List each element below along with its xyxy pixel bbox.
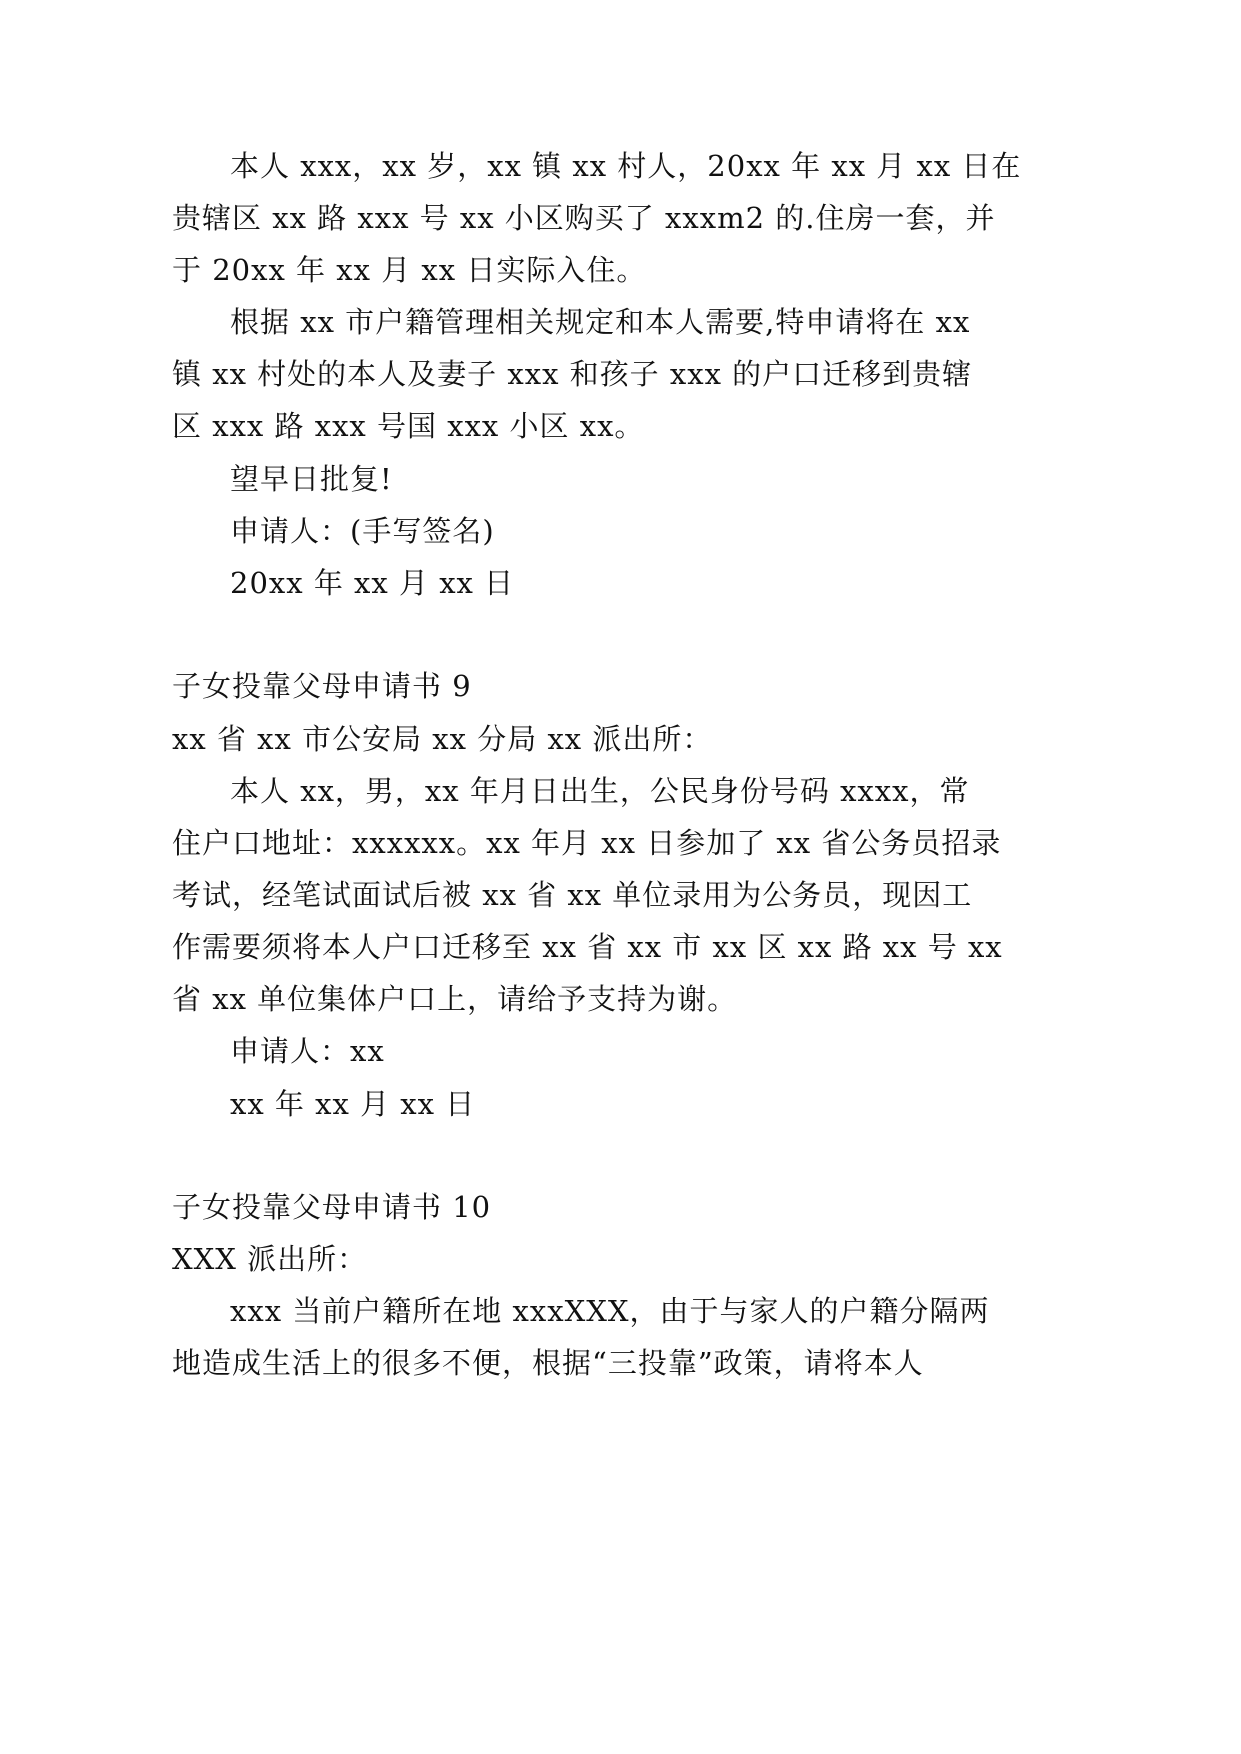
section-title: 子女投靠父母申请书 9 bbox=[172, 669, 472, 703]
applicant-line: 申请人：(手写签名) bbox=[230, 514, 495, 548]
paragraph-line: 镇 xx 村处的本人及妻子 xxx 和孩子 xxx 的户口迁移到贵辖 bbox=[172, 357, 973, 391]
paragraph-line: 区 xxx 路 xxx 号国 xxx 小区 xx。 bbox=[172, 409, 645, 443]
paragraph-line: 地造成生活上的很多不便，根据“三投靠”政策，请将本人 bbox=[172, 1346, 924, 1380]
addressee-line: XXX 派出所： bbox=[172, 1242, 368, 1276]
applicant-line: 申请人：xx bbox=[230, 1034, 385, 1068]
paragraph-line: 考试，经笔试面试后被 xx 省 xx 单位录用为公务员，现因工 bbox=[172, 878, 973, 912]
date-line: 20xx 年 xx 月 xx 日 bbox=[230, 566, 515, 600]
paragraph-line: 根据 xx 市户籍管理相关规定和本人需要,特申请将在 xx bbox=[230, 305, 971, 339]
paragraph-line: 省 xx 单位集体户口上，请给予支持为谢。 bbox=[172, 982, 738, 1016]
paragraph-line: 本人 xx，男，xx 年月日出生，公民身份号码 xxxx，常 bbox=[230, 774, 970, 808]
paragraph-line: 于 20xx 年 xx 月 xx 日实际入住。 bbox=[172, 253, 647, 287]
paragraph-line: 本人 xxx，xx 岁，xx 镇 xx 村人，20xx 年 xx 月 xx 日在 bbox=[230, 149, 1022, 183]
paragraph-line: 作需要须将本人户口迁移至 xx 省 xx 市 xx 区 xx 路 xx 号 xx bbox=[172, 930, 1003, 964]
closing-line: 望早日批复! bbox=[230, 462, 393, 496]
date-line: xx 年 xx 月 xx 日 bbox=[230, 1087, 476, 1121]
paragraph-line: xxx 当前户籍所在地 xxxXXX，由于与家人的户籍分隔两 bbox=[230, 1294, 990, 1328]
paragraph-line: 住户口地址：xxxxxx。xx 年月 xx 日参加了 xx 省公务员招录 bbox=[172, 826, 1002, 860]
addressee-line: xx 省 xx 市公安局 xx 分局 xx 派出所： bbox=[172, 722, 713, 756]
paragraph-line: 贵辖区 xx 路 xxx 号 xx 小区购买了 xxxm2 的.住房一套，并 bbox=[172, 201, 996, 235]
section-title: 子女投靠父母申请书 10 bbox=[172, 1190, 492, 1224]
